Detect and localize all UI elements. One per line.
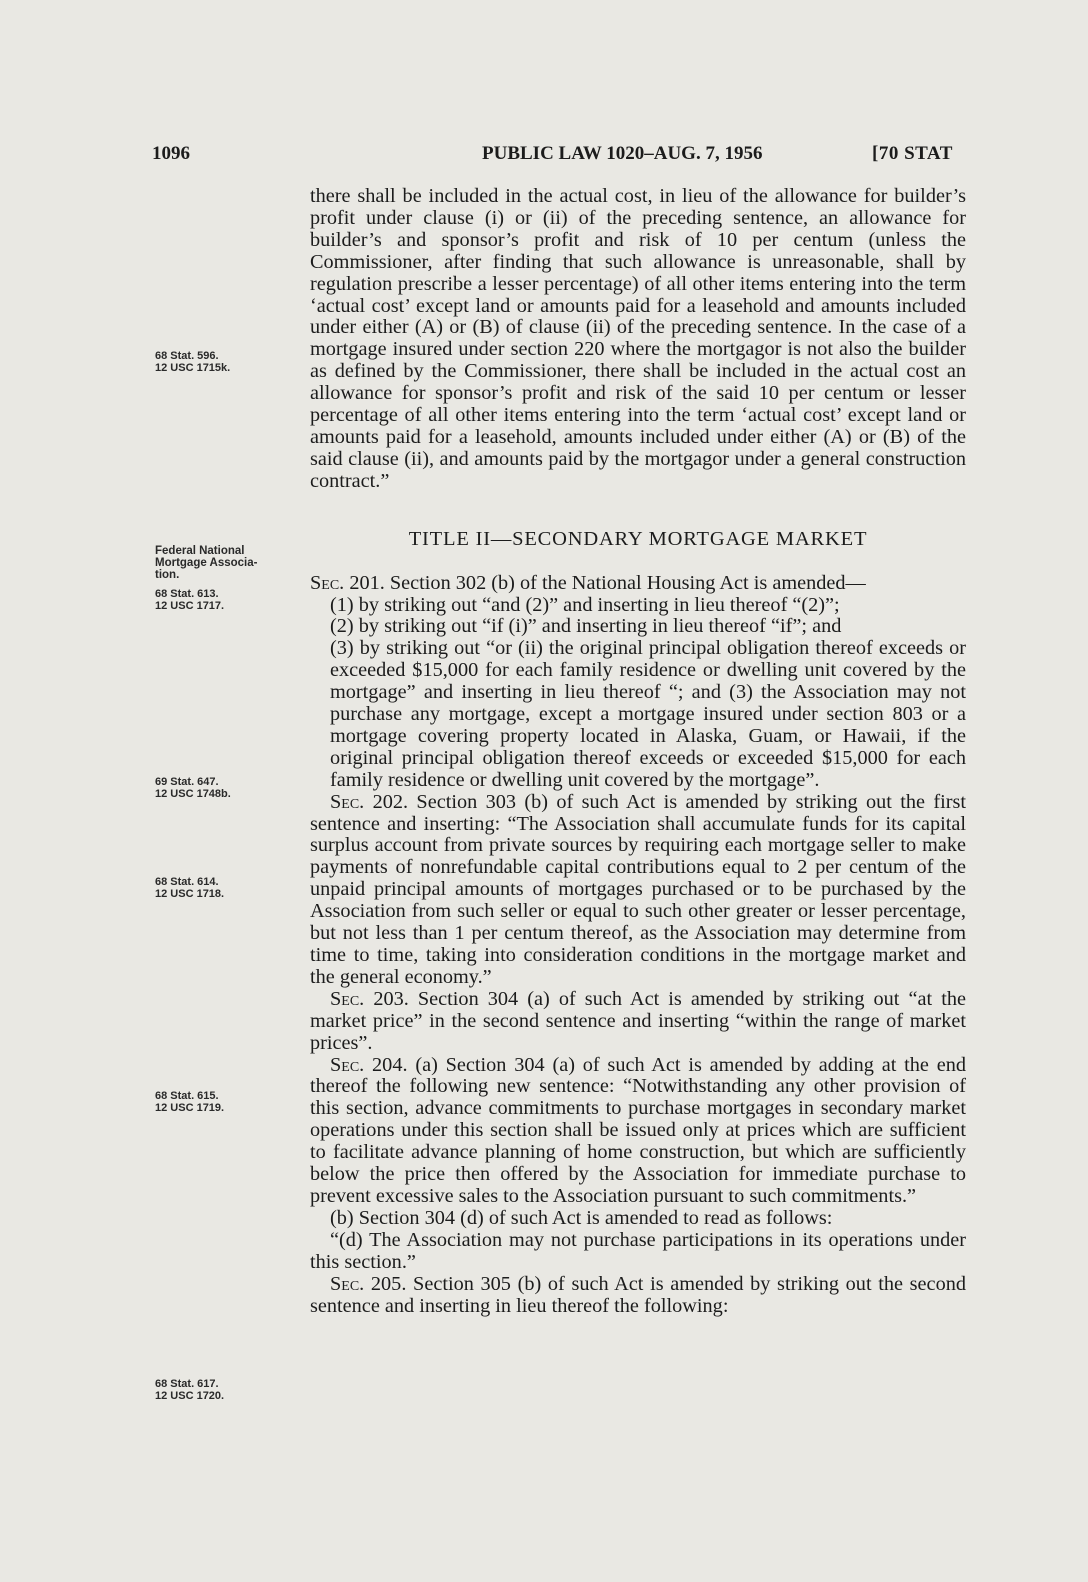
header-stat-reference: [70 STAT [872, 143, 953, 164]
margin-note: 68 Stat. 615. 12 USC 1719. [155, 1090, 225, 1114]
margin-note: 68 Stat. 617. 12 USC 1720. [155, 1378, 225, 1402]
section-201: Sec. 201. Section 302 (b) of the National Housing Act is amended— [310, 571, 866, 594]
margin-note: 68 Stat. 613. 12 USC 1717. [155, 588, 225, 612]
page-number: 1096 [152, 143, 190, 164]
section-201-clause-2: (2) by striking out “if (i)” and inserting in lieu thereof “if”; and [330, 615, 842, 638]
paragraph: there shall be included in the actual cost, in lieu of the allowance for builder’s profit under clause (i) or (ii) of the preceding sentence, an allowance for builder’s and sponsor’s profit and risk of 10 per centum (unless the Commissioner, after finding that such allowance is unreasonable, shall by regulation prescribe a lesser percentage) of all other items entering into the term ‘actual cost’ except land or amounts paid for a leasehold and amounts included under either (A) or (B) of clause (ii) of the preceding sentence. In the case of a mortgage insured under section 220 where the mortgagor is not also the builder as defined by the Commissioner, there shall be included in the actual cost an allowance for sponsor’s profit and risk of the said 10 per centum or lesser percentage of all other items entering into the term ‘actual cost’ except land or amounts paid for a leasehold, amounts included under either (A) or (B) of the said clause (ii), and amounts paid by the mortgagor under a general construction contract.” [310, 185, 966, 492]
section-204-b: (b) Section 304 (d) of such Act is amended to read as follows: [330, 1206, 833, 1229]
section-204: Sec. 204. (a) Section 304 (a) of such Act is amended by adding at the end thereof the following new sentence: “Notwithstanding any other provision of this section, advance commitments to purchase mortgages in secondary market operations under this section shall be issued only at prices which are sufficient to facilitate advance planning of home construction, but which are sufficiently below the price then offered by the Association for immediate purchase to prevent excessive sales to the Association pursuant to such commitments.” [310, 1053, 966, 1207]
margin-note: Federal National Mortgage Associa- tion. [155, 545, 258, 581]
margin-note: 68 Stat. 596. 12 USC 1715k. [155, 350, 231, 374]
section-203: Sec. 203. Section 304 (a) of such Act is amended by striking out “at the market price” in the second sentence and inserting “within the range of market prices”. [310, 987, 966, 1054]
section-201-clause-3: (3) by striking out “or (ii) the original principal obligation thereof exceeds or exceeded $15,000 for each family residence or dwelling unit covered by the mortgage” and inserting in lieu thereof “; and (3) the Association may not purchase any mortgage, except a mortgage insured under section 803 or a mortgage covering property located in Alaska, Guam, or Hawaii, if the original principal obligation thereof exceeds or exceeded $15,000 for each family residence or dwelling unit covered by the mortgage”. [330, 637, 966, 791]
margin-note: 69 Stat. 647. 12 USC 1748b. [155, 776, 231, 800]
margin-note: 68 Stat. 614. 12 USC 1718. [155, 876, 225, 900]
section-202: Sec. 202. Section 303 (b) of such Act is amended by striking out the first sentence and inserting: “The Association shall accumulate funds for its capital surplus account from private sources by requiring each mortgage seller to make payments of nonrefundable capital contributions equal to 2 per centum of the unpaid principal amounts of mortgages purchased or to be purchased by the Association from such seller or equal to such other greater or lesser percentage, but not less than 1 per centum thereof, as the Association may determine from time to time, taking into consideration conditions in the mortgage market and the general economy.” [310, 790, 966, 988]
section-205: Sec. 205. Section 305 (b) of such Act is amended by striking out the second sentence and inserting in lieu thereof the following: [310, 1272, 966, 1317]
section-204-d: “(d) The Association may not purchase participations in its operations under this section.” [310, 1228, 966, 1273]
title-heading: TITLE II—SECONDARY MORTGAGE MARKET [408, 527, 868, 550]
section-201-clause-1: (1) by striking out “and (2)” and inserting in lieu thereof “(2)”; [330, 593, 840, 616]
document-body [310, 186, 966, 1317]
page-header [152, 143, 970, 167]
header-title: PUBLIC LAW 1020–AUG. 7, 1956 [482, 143, 763, 164]
